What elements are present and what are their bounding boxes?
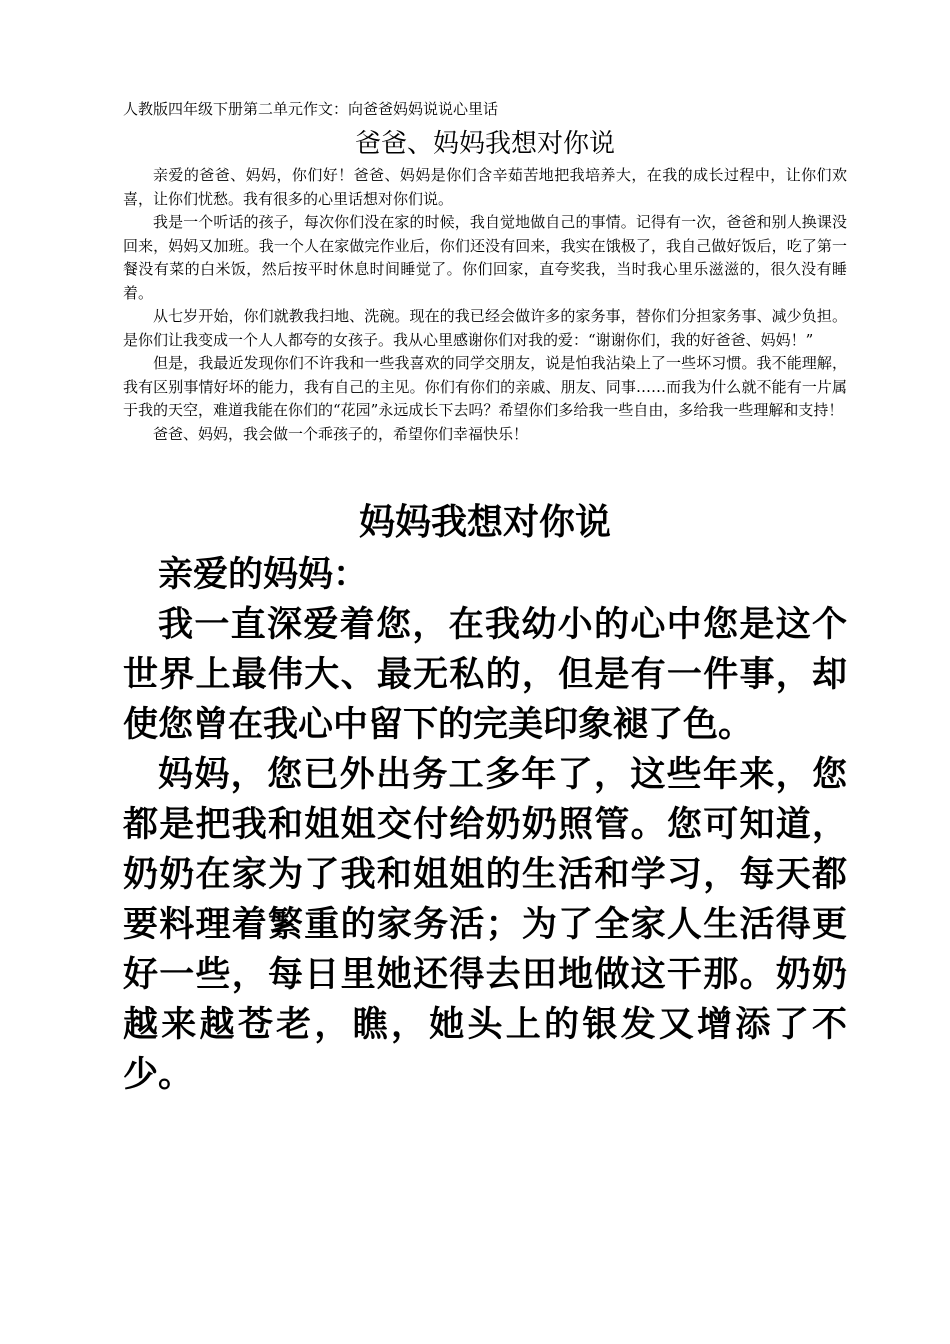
essay1-body xyxy=(123,164,847,446)
document-page xyxy=(123,98,847,1100)
essay1-paragraph: 从七岁开始，你们就教我扫地、洗碗。现在的我已经会做许多的家务事，替你们分担家务事、减少负担。是你们让我变成一个人人都夸的女孩子。我从心里感谢你们对我的爱：“谢谢你们，我的好爸爸、妈妈！” xyxy=(123,307,847,349)
essay1-paragraph: 爸爸、妈妈，我会做一个乖孩子的，希望你们幸福快乐！ xyxy=(153,424,529,443)
essay1-title: 爸爸、妈妈我想对你说 xyxy=(354,129,615,159)
essay2-paragraph: 我一直深爱着您，在我幼小的心中您是这个世界上最伟大、最无私的，但是有一件事，却使您曾在我心中留下的完美印象褪了色。 xyxy=(123,605,847,745)
essay2-greeting: 亲爱的妈妈： xyxy=(158,555,369,595)
document-header: 人教版四年级下册第二单元作文：向爸爸妈妈说说心里话 xyxy=(123,100,499,118)
essay2-body xyxy=(123,550,847,1100)
essay2-paragraph: 妈妈，您已外出务工多年了，这些年来，您都是把我和姐姐交付给奶奶照管。您可知道，奶奶在家为了我和姐姐的生活和学习，每天都要料理着繁重的家务活；为了全家人生活得更好一些，每日里她还得去田地做这干那。奶奶越来越苍老，瞧，她头上的银发又增添了不少。 xyxy=(123,755,847,1095)
essay1-paragraph: 亲爱的爸爸、妈妈，你们好！爸爸、妈妈是你们含辛茹苦地把我培养大，在我的成长过程中，让你们欢喜，让你们忧愁。我有很多的心里话想对你们说。 xyxy=(123,166,847,208)
essay1-paragraph: 我是一个听话的孩子，每次你们没在家的时候，我自觉地做自己的事情。记得有一次，爸爸和别人换课没回来，妈妈又加班。我一个人在家做完作业后，你们还没有回来，我实在饿极了，我自己做好饭后，吃了第一餐没有菜的白米饭，然后按平时休息时间睡觉了。你们回家，直夸奖我，当时我心里乐滋滋的，很久没有睡着。 xyxy=(123,213,847,302)
essay1-paragraph: 但是，我最近发现你们不许我和一些我喜欢的同学交朋友，说是怕我沾染上了一些坏习惯。我不能理解，我有区别事情好坏的能力，我有自己的主见。你们有你们的亲戚、朋友、同事……而我为什么就不能有一片属于我的天空，难道我能在你们的“花园”永远成长下去吗？希望你们多给我一些自由，多给我一些理解和支持！ xyxy=(123,354,847,419)
essay2-title: 妈妈我想对你说 xyxy=(358,502,611,543)
